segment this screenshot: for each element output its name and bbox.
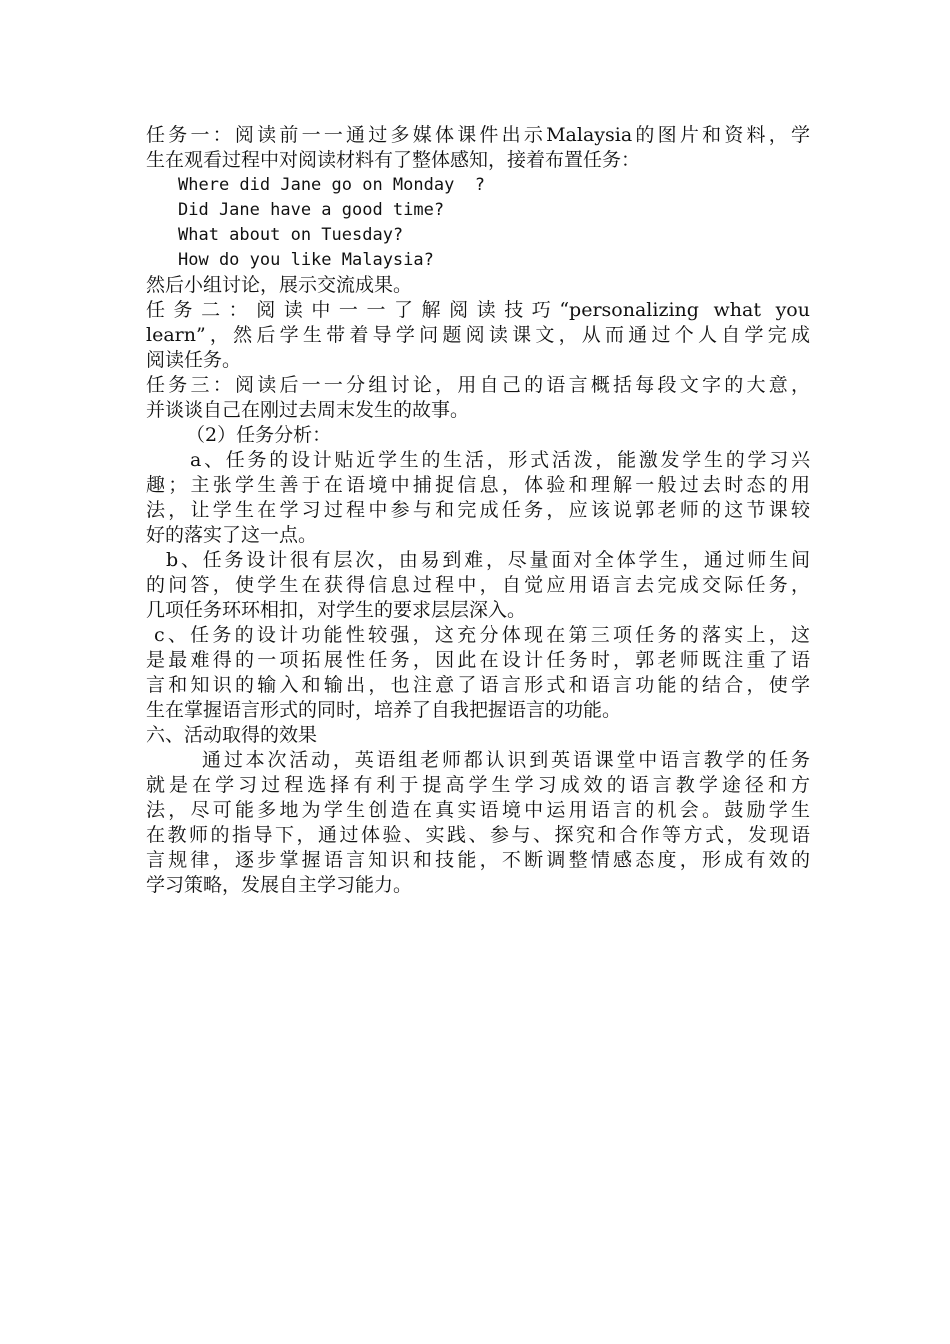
task3-line: 任务三：阅读后一一分组讨论，用自己的语言概括每段文字的大意， — [146, 374, 810, 396]
task2-line: 任务二：阅读中一一了解阅读技巧“personalizing what you — [146, 299, 810, 321]
analysis-c-line: 是最难得的一项拓展性任务，因此在设计任务时，郭老师既注重了语 — [146, 649, 810, 671]
section6-line: 通过本次活动，英语组老师都认识到英语课堂中语言教学的任务 — [202, 749, 810, 771]
task1-line: 然后小组讨论，展示交流成果。 — [146, 274, 413, 296]
question-item: Where did Jane go on Monday ? — [178, 175, 486, 195]
analysis-heading: （2）任务分析： — [186, 424, 332, 446]
section6-line: 言规律，逐步掌握语言知识和技能，不断调整情感态度，形成有效的 — [146, 849, 810, 871]
analysis-c-line: c、任务的设计功能性较强，这充分体现在第三项任务的落实上，这 — [154, 624, 810, 646]
section6-line: 学习策略，发展自主学习能力。 — [146, 874, 413, 896]
section6-heading: 六、活动取得的效果 — [146, 724, 318, 746]
analysis-b-line: 的问答，使学生在获得信息过程中，自觉应用语言去完成交际任务， — [146, 574, 810, 596]
analysis-a-line: 好的落实了这一点。 — [146, 524, 318, 546]
analysis-b-line: b、任务设计很有层次，由易到难，尽量面对全体学生，通过师生间 — [166, 549, 810, 571]
question-item: Did Jane have a good time? — [178, 200, 445, 220]
section6-line: 法，尽可能多地为学生创造在真实语境中运用语言的机会。鼓励学生 — [146, 799, 810, 821]
analysis-b-line: 几项任务环环相扣，对学生的要求层层深入。 — [146, 599, 527, 621]
question-item: How do you like Malaysia? — [178, 250, 434, 270]
task3-line: 并谈谈自己在刚过去周末发生的故事。 — [146, 399, 470, 421]
section6-line: 就是在学习过程选择有利于提高学生学习成效的语言教学途径和方 — [146, 774, 810, 796]
analysis-a-line: 趣；主张学生善于在语境中捕捉信息，体验和理解一般过去时态的用 — [146, 474, 810, 496]
task2-line: learn”，然后学生带着导学问题阅读课文，从而通过个人自学完成 — [146, 324, 810, 346]
question-item: What about on Tuesday? — [178, 225, 404, 245]
analysis-c-line: 言和知识的输入和输出，也注意了语言形式和语言功能的结合，使学 — [146, 674, 810, 696]
task1-line: 任务一：阅读前一一通过多媒体课件出示Malaysia的图片和资料，学 — [146, 124, 810, 146]
document-body — [146, 123, 810, 898]
analysis-c-line: 生在掌握语言形式的同时，培养了自我把握语言的功能。 — [146, 699, 622, 721]
analysis-a-line: 法，让学生在学习过程中参与和完成任务，应该说郭老师的这节课较 — [146, 499, 810, 521]
section6-line: 在教师的指导下，通过体验、实践、参与、探究和合作等方式，发现语 — [146, 824, 810, 846]
analysis-a-line: a、任务的设计贴近学生的生活，形式活泼，能激发学生的学习兴 — [190, 449, 810, 471]
task1-line: 生在观看过程中对阅读材料有了整体感知，接着布置任务： — [146, 149, 641, 171]
task2-line: 阅读任务。 — [146, 349, 242, 371]
